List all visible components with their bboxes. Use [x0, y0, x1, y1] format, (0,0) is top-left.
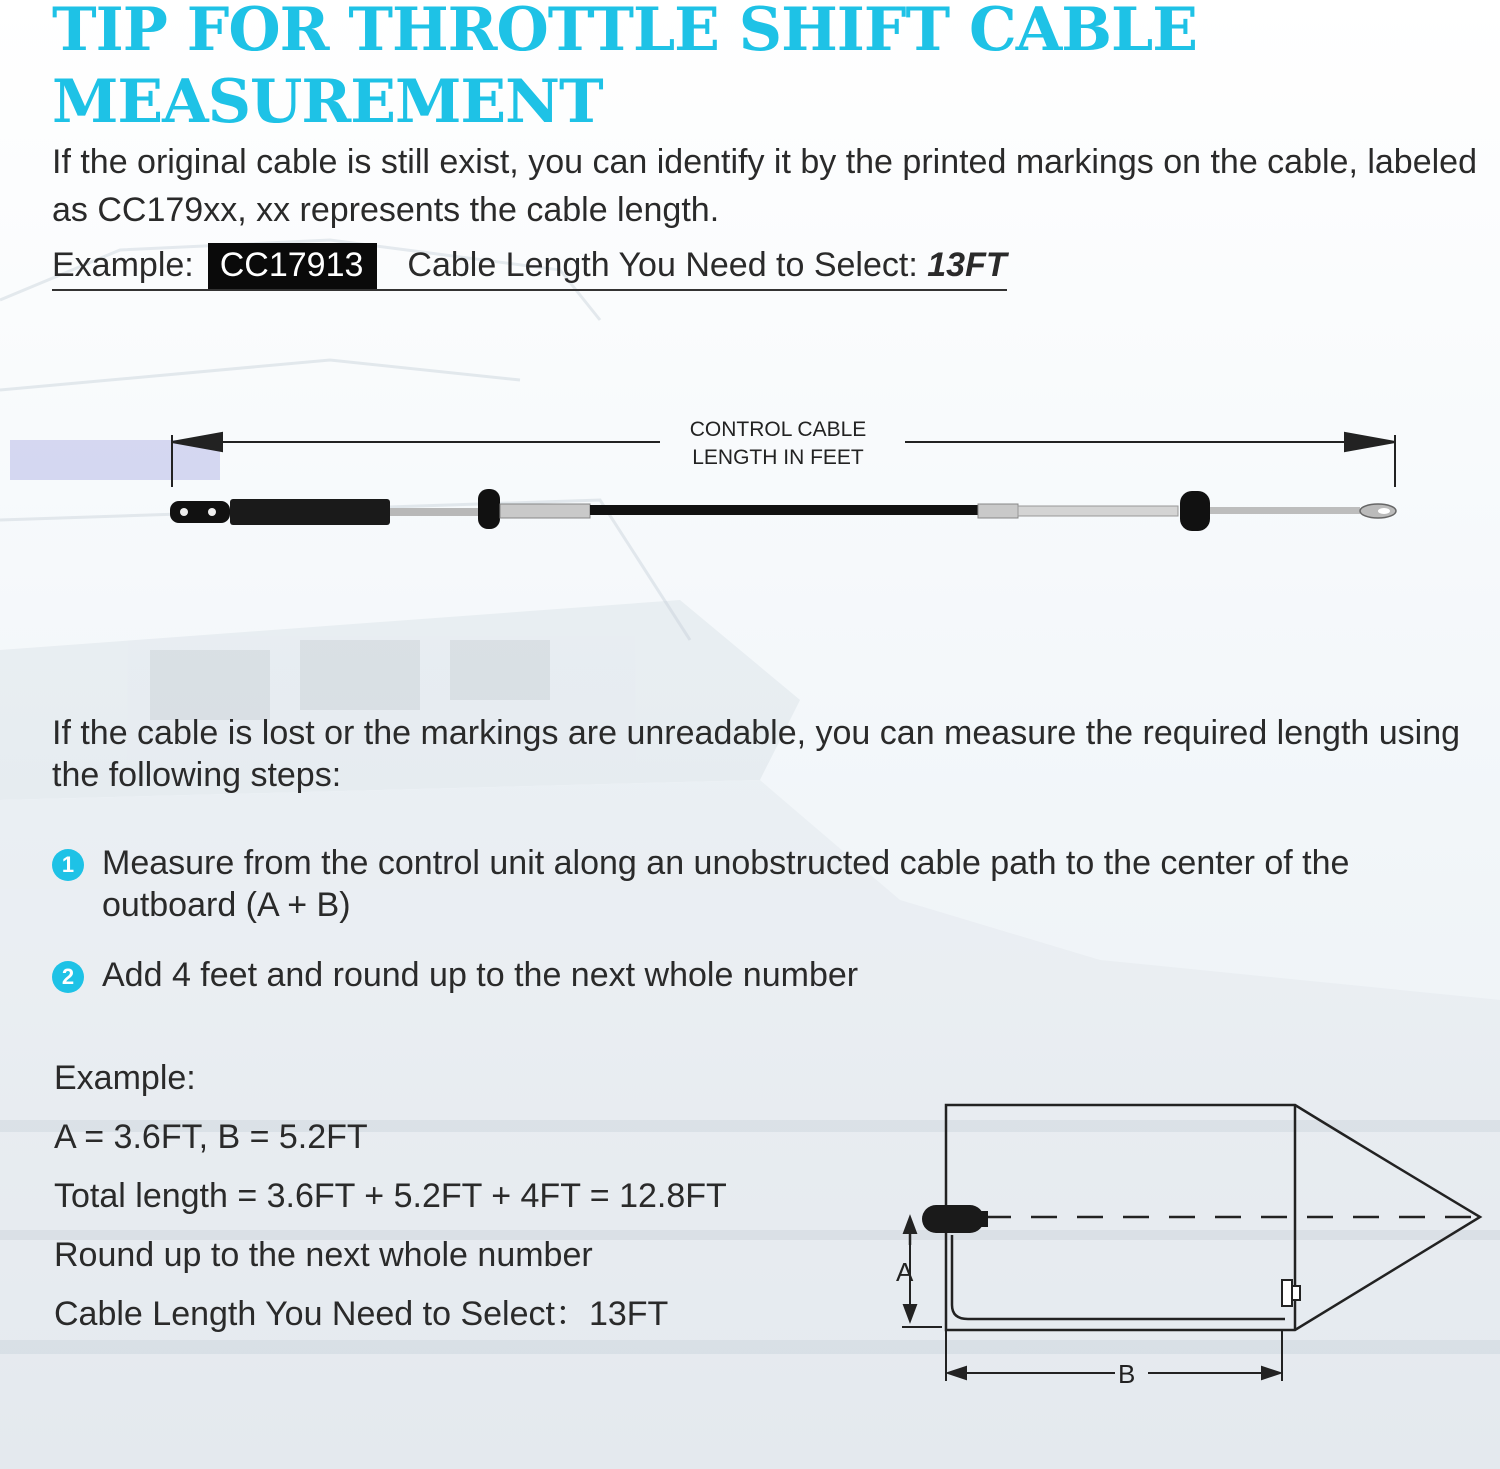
boat-measurement-diagram — [890, 1085, 1490, 1395]
example-heading: Example: — [54, 1059, 196, 1097]
example-round-note: Round up to the next whole number — [54, 1236, 593, 1274]
worked-example — [54, 1056, 727, 1351]
page-title: TIP FOR THROTTLE SHIFT CABLE MEASUREMENT — [52, 0, 1197, 137]
intro-text: If the original cable is still exist, you can identify it by the printed markings on the cable, labeled as CC179xx, xx represents the cable length. — [52, 143, 1477, 229]
dimension-b-label: B — [1118, 1359, 1136, 1389]
example-marking-line — [52, 242, 1007, 291]
step-text: Measure from the control unit along an unobstructed cable path to the center of the outboard (A + B) — [102, 844, 1350, 924]
cable-length-label — [660, 416, 896, 472]
control-unit-icon — [922, 1205, 988, 1233]
cable-path — [952, 1235, 1285, 1319]
step-2 — [52, 954, 1452, 1000]
cable-illustration — [170, 489, 1396, 531]
example-total: Total length = 3.6FT + 5.2FT + 4FT = 12.8FT — [54, 1177, 727, 1215]
example-values: A = 3.6FT, B = 5.2FT — [54, 1118, 368, 1156]
select-value: 13FT — [927, 246, 1007, 284]
step-number-badge: 2 — [52, 961, 84, 993]
step-text: Add 4 feet and round up to the next whole number — [102, 956, 859, 994]
cable-label-line2: LENGTH IN FEET — [692, 446, 864, 469]
measure-intro: If the cable is lost or the markings are unreadable, you can measure the required length using the following steps: — [52, 714, 1461, 794]
dimension-b — [946, 1330, 1282, 1381]
outboard-icon — [1282, 1280, 1300, 1306]
example-prefix: Example: — [52, 246, 194, 284]
step-number-badge: 1 — [52, 849, 84, 881]
cable-label-line1: CONTROL CABLE — [689, 418, 867, 441]
cable-code-badge: CC17913 — [208, 243, 378, 289]
dimension-a-label: A — [896, 1257, 914, 1287]
select-label: Cable Length You Need to Select: — [407, 246, 918, 284]
example-result: Cable Length You Need to Select：13FT — [54, 1295, 669, 1333]
step-1 — [52, 842, 1452, 932]
